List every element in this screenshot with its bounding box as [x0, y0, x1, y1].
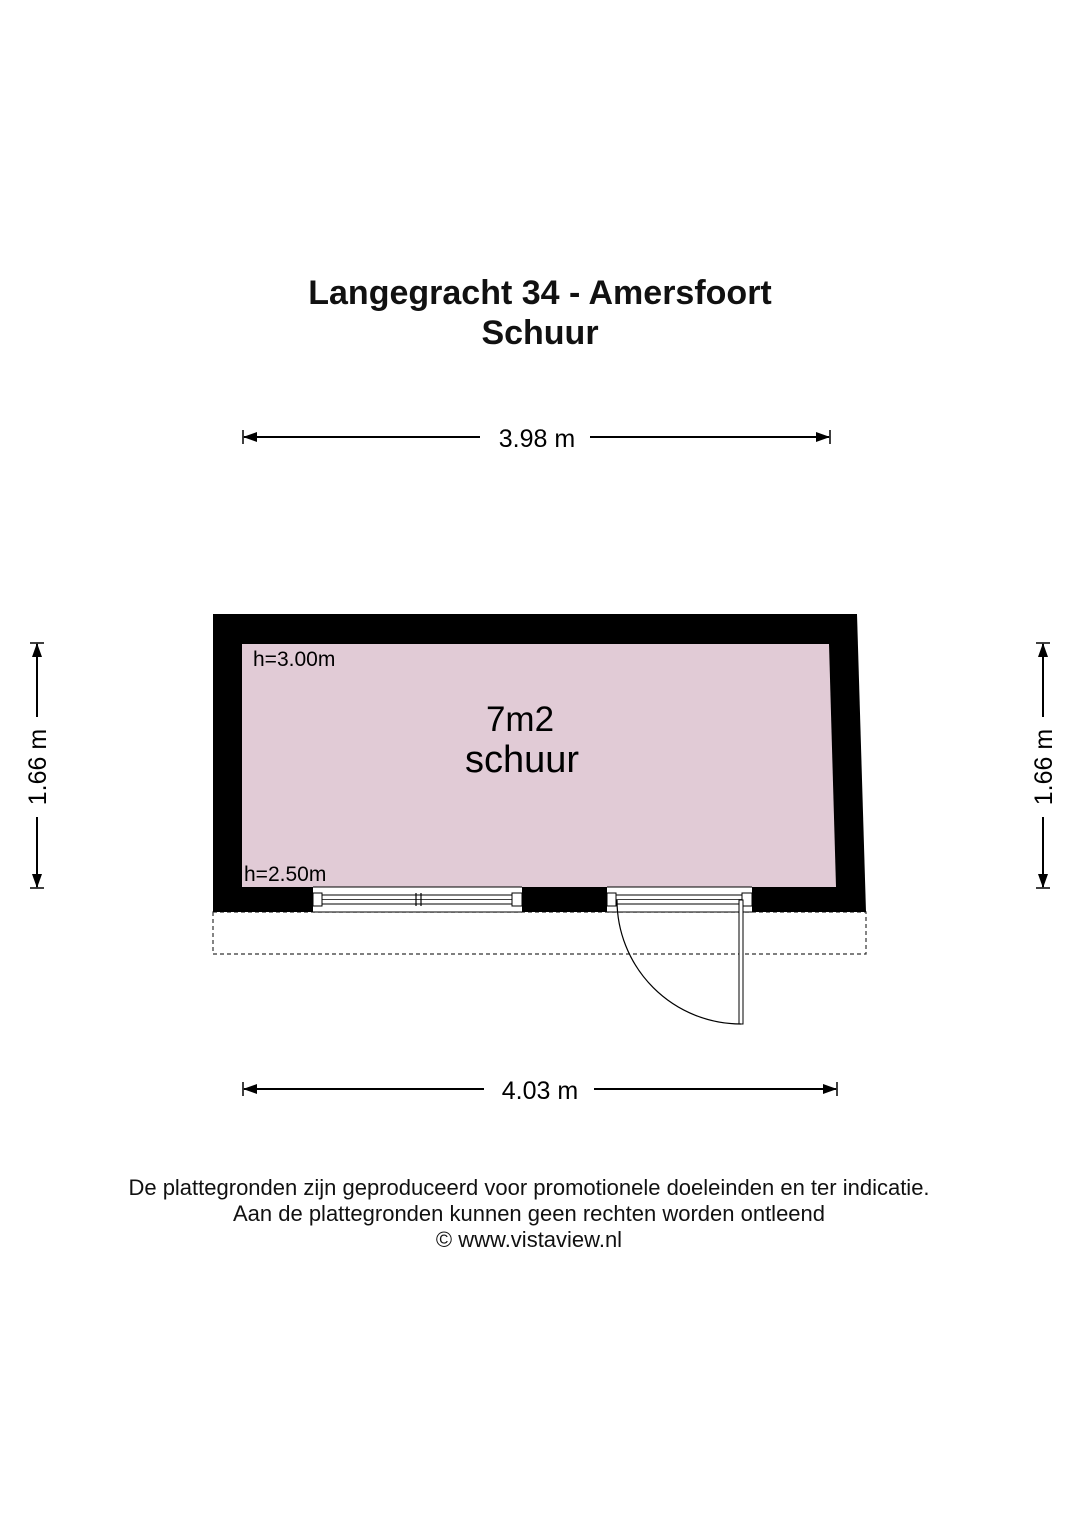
door-swing-arc [617, 900, 741, 1024]
left-dimension-label: 1.66 m [24, 728, 52, 806]
ceiling-height-low: h=2.50m [244, 863, 327, 886]
disclaimer-line-2: Aan de plattegronden kunnen geen rechten worden ontleend [232, 1201, 826, 1226]
right-dimension-line [1030, 643, 1058, 888]
door [607, 887, 752, 1024]
door-leaf [739, 900, 743, 1024]
room-area: 7m2 [485, 700, 555, 739]
bottom-dimension-line [243, 1077, 837, 1105]
bottom-dimension-label: 4.03 m [501, 1077, 579, 1105]
left-dimension-line [24, 643, 52, 888]
top-dimension-label: 3.98 m [498, 425, 576, 453]
top-dimension-line [243, 425, 830, 453]
page-subtitle: Schuur [481, 314, 599, 352]
right-dimension-label: 1.66 m [1030, 728, 1058, 806]
window [313, 887, 522, 912]
copyright-line: © www.vistaview.nl [435, 1227, 623, 1252]
terrace-outline [213, 912, 866, 954]
page-title: Langegracht 34 - Amersfoort [308, 274, 772, 312]
room-name: schuur [464, 739, 580, 781]
disclaimer-line-1: De plattegronden zijn geproduceerd voor promotionele doeleinden en ter indicatie. [128, 1175, 930, 1200]
ceiling-height-high: h=3.00m [253, 648, 336, 671]
